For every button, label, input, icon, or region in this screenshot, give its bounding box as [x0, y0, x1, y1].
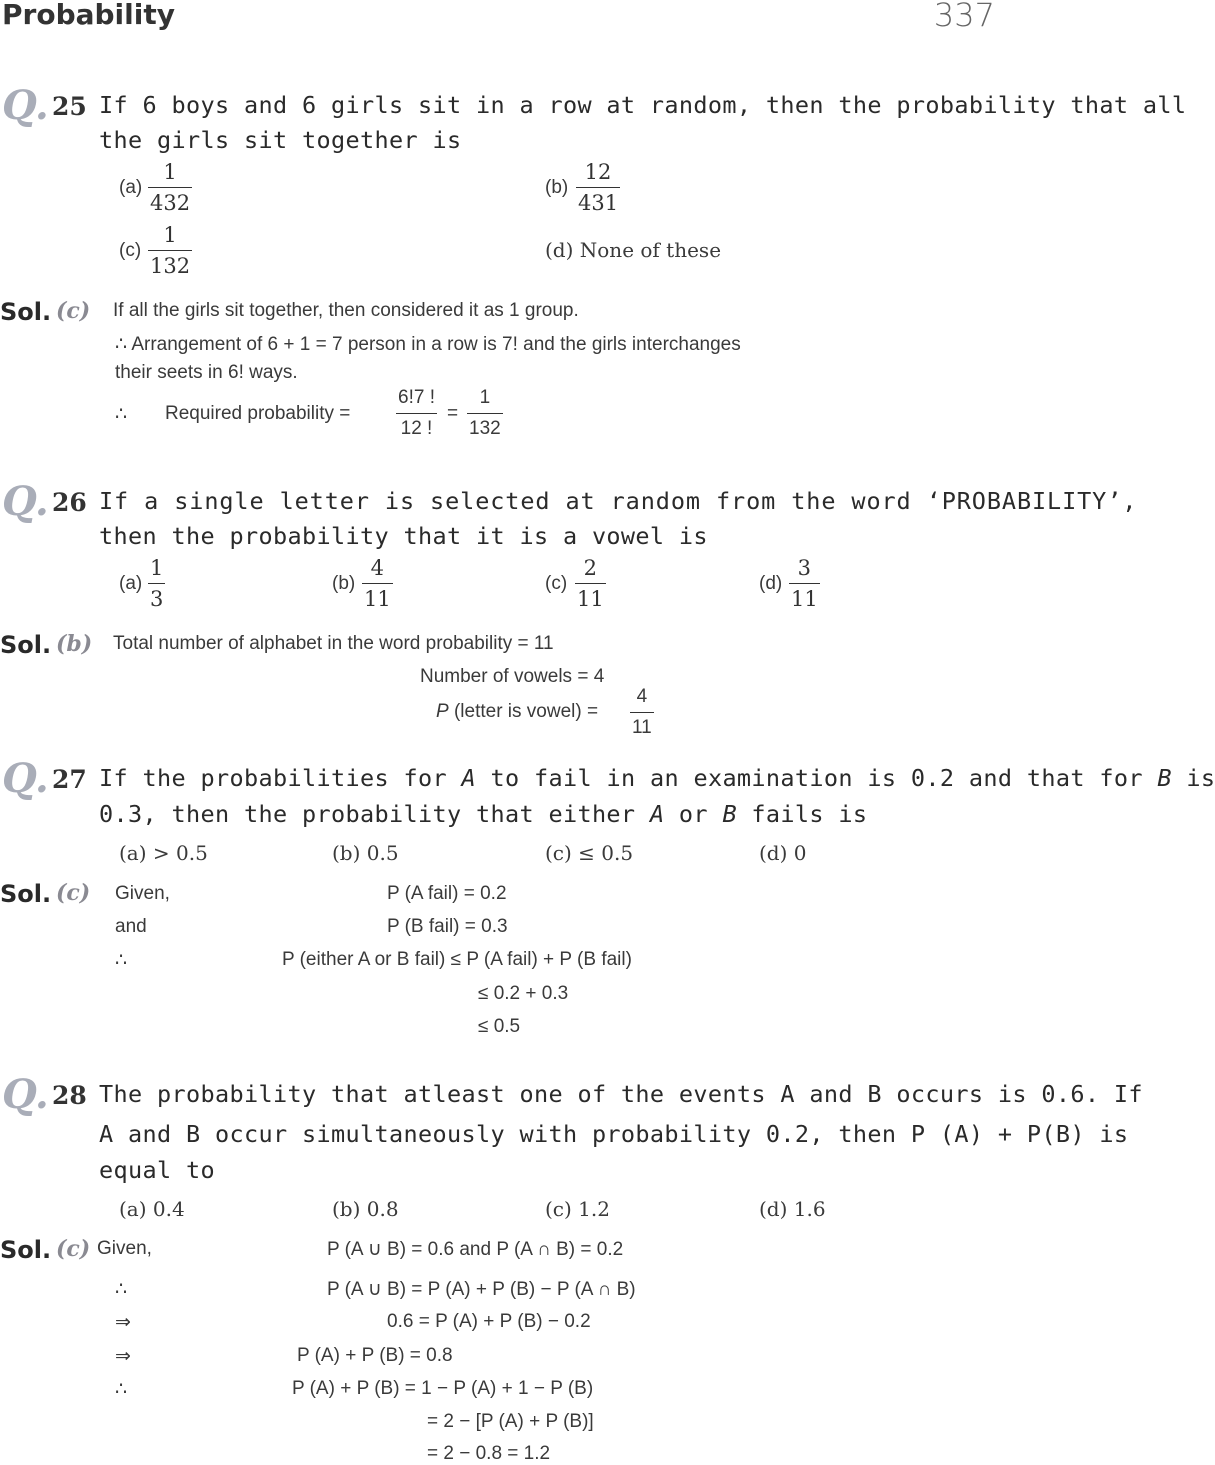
denominator: 3: [150, 587, 164, 611]
denominator: 11: [791, 587, 818, 611]
solution-text: and: [115, 916, 147, 937]
var-b: B: [1157, 764, 1172, 792]
option-label: (c): [545, 573, 568, 594]
option-label: (a): [119, 573, 143, 594]
option-label: (a): [119, 177, 143, 198]
numerator: 1: [479, 387, 491, 408]
option-a-fraction: [150, 553, 163, 614]
therefore-symbol: ∴: [115, 950, 128, 971]
option-d: (d) None of these: [545, 238, 722, 262]
question-text-line: [99, 764, 1215, 792]
denominator: 132: [150, 254, 191, 278]
solution-answer: (c): [56, 298, 91, 324]
denominator: 431: [578, 191, 619, 215]
question-number: 27: [52, 765, 87, 794]
numerator: 1: [163, 223, 177, 247]
option-a: (a) > 0.5: [119, 841, 208, 865]
text: to fail in an examination is 0.2 and that for: [475, 764, 1158, 792]
chapter-title: Probability: [2, 0, 175, 31]
numerator: 3: [797, 556, 812, 580]
option-d: (d) 0: [759, 841, 807, 865]
solution-text: Given,: [97, 1238, 152, 1259]
question-number: 28: [52, 1081, 87, 1110]
option-label: (b): [332, 573, 356, 594]
denominator: 11: [632, 717, 652, 738]
solution-equation: P (A ∪ B) = P (A) + P (B) − P (A ∩ B): [327, 1279, 636, 1300]
option-c: (c) 1.2: [545, 1197, 610, 1221]
solution-equation: P (A) + P (B) = 0.8: [297, 1345, 453, 1366]
text: If the probabilities for: [99, 764, 462, 792]
solution-equation: P (A fail) = 0.2: [387, 883, 507, 904]
solution-equation: ≤ 0.2 + 0.3: [478, 983, 569, 1004]
solution-equation: = 2 − [P (A) + P (B)]: [427, 1411, 594, 1432]
equals-sign: =: [447, 403, 459, 424]
therefore-symbol: ∴: [115, 1379, 128, 1400]
solution-equation: 0.6 = P (A) + P (B) − 0.2: [387, 1311, 591, 1332]
question-text-line: then the probability that it is a vowel is: [99, 522, 708, 550]
solution-equation: P (B fail) = 0.3: [387, 916, 508, 937]
question-text-line: The probability that atleast one of the events A and B occurs is 0.6. If: [99, 1080, 1143, 1108]
solution-equation: P (either A or B fail) ≤ P (A fail) + P (B fail): [282, 949, 632, 970]
solution-equation: P (A) + P (B) = 1 − P (A) + 1 − P (B): [292, 1378, 594, 1399]
option-b: (b) 0.5: [332, 841, 399, 865]
denominator: 12 !: [400, 418, 433, 439]
solution-text: If all the girls sit together, then considered it as 1 group.: [113, 300, 579, 321]
text: or: [664, 800, 723, 828]
question-label: Q.: [2, 478, 49, 525]
option-c-fraction: [577, 553, 604, 614]
text: 0.3, then the probability that either: [99, 800, 650, 828]
numerator: 1: [163, 160, 177, 184]
option-c-fraction: [150, 220, 190, 281]
question-text-line: If a single letter is selected at random from the word ‘PROBABILITY’,: [99, 487, 1138, 515]
denominator: 132: [469, 418, 501, 439]
var-a: A: [461, 764, 476, 792]
p-symbol: P: [436, 701, 449, 722]
solution-answer: (b): [56, 631, 93, 657]
option-c: (c) ≤ 0.5: [545, 841, 634, 865]
solution-fraction: [469, 383, 501, 444]
text: is: [1171, 764, 1215, 792]
option-a-fraction: [150, 157, 190, 218]
therefore-symbol: ∴: [115, 1279, 128, 1300]
question-text-line: A and B occur simultaneously with probability 0.2, then P (A) + P(B) is: [99, 1120, 1129, 1148]
question-label: Q.: [2, 755, 49, 802]
question-text-line: [99, 800, 867, 828]
question-label: Q.: [2, 82, 49, 129]
option-d-fraction: [791, 553, 818, 614]
solution-label: Sol.: [0, 880, 52, 908]
denominator: 11: [577, 587, 604, 611]
question-number: 26: [52, 488, 87, 517]
numerator: 4: [636, 686, 648, 707]
solution-text: ∴ Arrangement of 6 + 1 = 7 person in a row is 7! and the girls interchanges: [115, 334, 741, 355]
therefore-symbol: ∴: [115, 404, 128, 425]
numerator: 4: [370, 556, 385, 580]
implies-symbol: ⇒: [115, 1346, 131, 1367]
solution-text: [436, 701, 598, 723]
solution-text: their seets in 6! ways.: [115, 362, 298, 383]
option-a: (a) 0.4: [119, 1197, 185, 1221]
solution-label: Sol.: [0, 298, 52, 326]
numerator: 2: [583, 556, 598, 580]
solution-label: Sol.: [0, 1236, 52, 1264]
option-b-fraction: [578, 157, 618, 218]
solution-equation: P (A ∪ B) = 0.6 and P (A ∩ B) = 0.2: [327, 1239, 624, 1260]
numerator: 6!7 !: [398, 387, 435, 408]
question-text-line: equal to: [99, 1156, 215, 1184]
solution-equation: = 2 − 0.8 = 1.2: [427, 1443, 551, 1464]
var-a: A: [649, 800, 665, 828]
solution-equation: ≤ 0.5: [478, 1016, 521, 1037]
option-label: (b): [545, 177, 569, 198]
denominator: 11: [364, 587, 391, 611]
solution-fraction: [632, 682, 652, 743]
question-number: 25: [52, 92, 87, 121]
solution-text: Required probability =: [165, 403, 351, 424]
page-number: 337: [933, 0, 995, 34]
question-text-line: the girls sit together is: [99, 126, 462, 154]
solution-text: Given,: [115, 883, 170, 904]
option-b: (b) 0.8: [332, 1197, 399, 1221]
var-b: B: [722, 800, 737, 828]
solution-fraction: [398, 383, 435, 444]
option-b-fraction: [364, 553, 391, 614]
question-text-line: If 6 boys and 6 girls sit in a row at random, then the probability that all: [99, 91, 1187, 119]
solution-answer: (c): [56, 1236, 91, 1262]
denominator: 432: [150, 191, 191, 215]
solution-text: Number of vowels = 4: [420, 666, 605, 687]
solution-label: Sol.: [0, 631, 52, 659]
implies-symbol: ⇒: [115, 1312, 131, 1333]
solution-answer: (c): [56, 880, 91, 906]
text: fails is: [736, 800, 868, 828]
solution-text: Total number of alphabet in the word probability = 11: [113, 633, 554, 654]
solution-text-rest: (letter is vowel) =: [448, 701, 599, 722]
option-label: (c): [119, 240, 142, 261]
option-label: (d): [759, 573, 783, 594]
option-d: (d) 1.6: [759, 1197, 826, 1221]
numerator: 1: [150, 556, 164, 580]
question-label: Q.: [2, 1071, 49, 1118]
numerator: 12: [584, 160, 612, 184]
